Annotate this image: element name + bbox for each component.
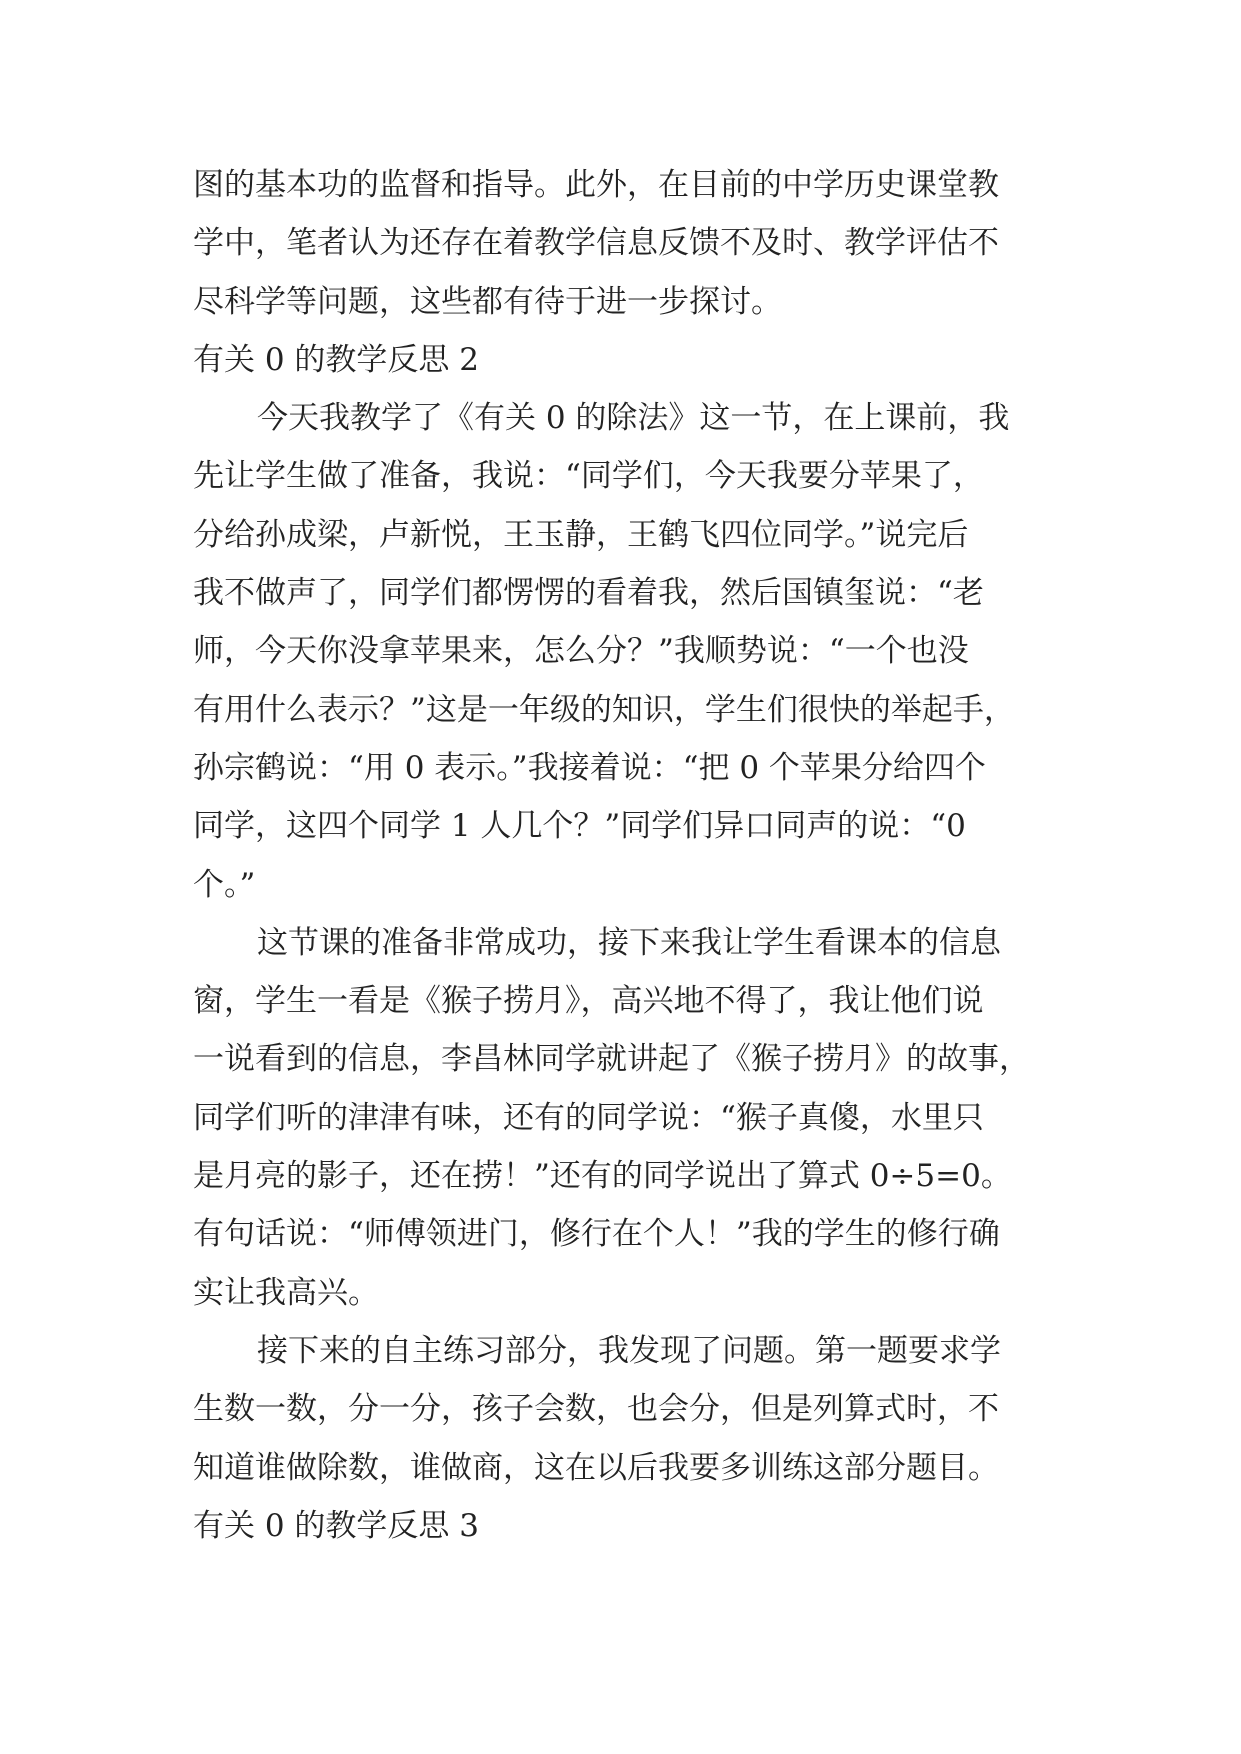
text-line: 师，今天你没拿苹果来，怎么分？”我顺势说：“一个也没 [193,633,969,670]
text-line: 尽科学等问题，这些都有待于进一步探讨。 [193,283,782,320]
text-line: 窗，学生一看是《猴子捞月》，高兴地不得了，我让他们说 [193,983,984,1020]
text-line: 我不做声了，同学们都愣愣的看着我，然后国镇玺说：“老 [193,575,984,612]
text-line: 个。” [193,866,256,903]
text-line: 图的基本功的监督和指导。此外，在目前的中学历史课堂教 [193,167,999,203]
document-page [193,156,1065,1555]
text-line: 先让学生做了准备，我说：“同学们，今天我要分苹果了， [193,458,984,495]
text-line: 学中，笔者认为还存在着教学信息反馈不及时、教学评估不 [193,225,999,262]
text-line: 实让我高兴。 [193,1274,379,1311]
section-heading: 有关 0 的教学反思 3 [193,1507,480,1544]
text-line: 分给孙成梁，卢新悦，王玉静，王鹤飞四位同学。”说完后 [193,516,969,553]
text-line: 知道谁做除数，谁做商，这在以后我要多训练这部分题目。 [193,1449,999,1486]
paragraph-first-line: 这节课的准备非常成功，接下来我让学生看课本的信息 [257,924,1001,961]
section-heading: 有关 0 的教学反思 2 [193,341,480,378]
text-line: 孙宗鹤说：“用 0 表示。”我接着说：“把 0 个苹果分给四个 [193,749,986,786]
text-line: 是月亮的影子，还在捞！”还有的同学说出了算式 0÷5=0。 [193,1158,1012,1195]
text-line: 有句话说：“师傅领进门，修行在个人！”我的学生的修行确 [193,1216,1000,1253]
paragraph-first-line: 今天我教学了《有关 0 的除法》这一节，在上课前，我 [257,400,1010,437]
text-line: 生数一数，分一分，孩子会数，也会分，但是列算式时，不 [193,1391,999,1428]
text-line: 一说看到的信息，李昌林同学就讲起了《猴子捞月》的故事， [193,1041,1030,1078]
text-line: 有用什么表示？”这是一年级的知识，学生们很快的举起手， [193,691,1015,728]
text-line: 同学，这四个同学 1 人几个？”同学们异口同声的说：“0 [193,808,966,845]
paragraph-first-line: 接下来的自主练习部分，我发现了问题。第一题要求学 [257,1332,1001,1369]
text-line: 同学们听的津津有味，还有的同学说：“猴子真傻，水里只 [193,1099,984,1136]
